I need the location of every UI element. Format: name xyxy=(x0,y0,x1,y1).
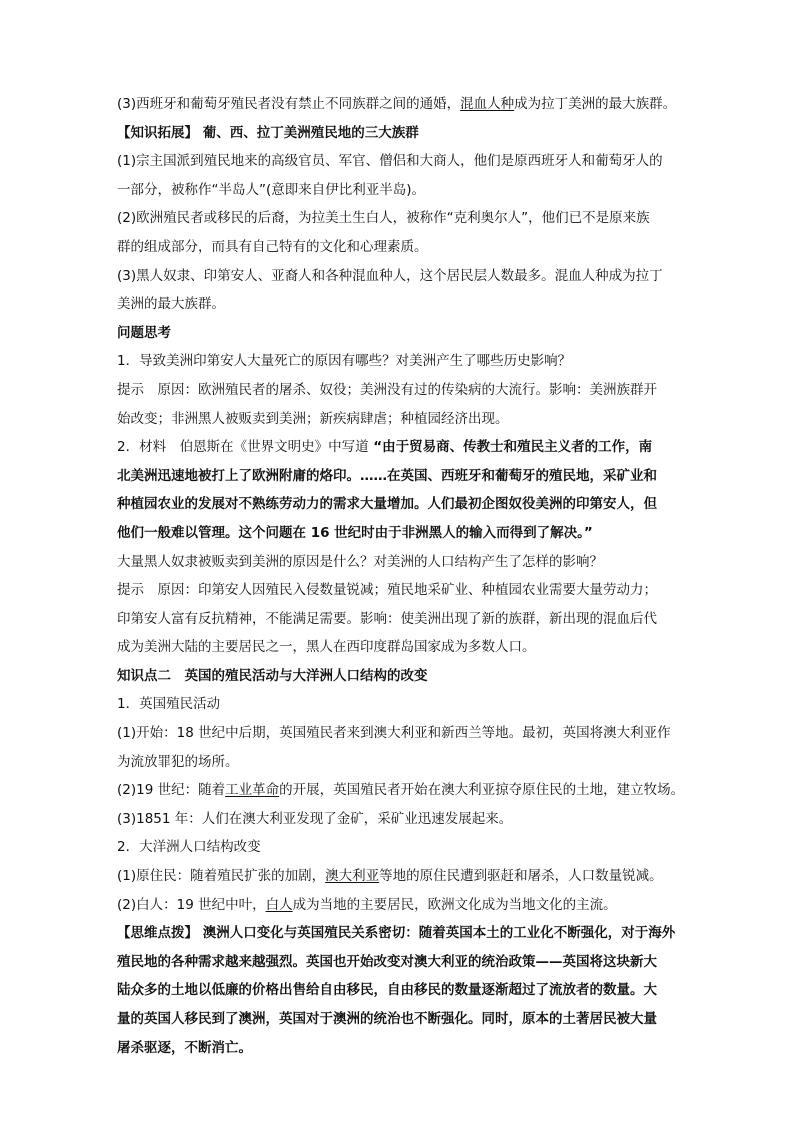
text-line xyxy=(117,180,682,200)
text-segment: 白人 xyxy=(265,896,293,913)
text-line xyxy=(117,208,682,228)
text-line xyxy=(117,666,682,686)
text-line xyxy=(117,237,682,257)
text-segment: “由于贸易商、传教士和殖民主义者的工作，南 xyxy=(368,439,653,456)
text-segment: (1)宗主国派到殖民地来的高级官员、军官、僧侣和大商人，他们是原西班牙人和葡萄牙人的 xyxy=(117,153,663,170)
text-segment: (3)1851 年：人们在澳大利亚发现了金矿，采矿业迅速发展起来。 xyxy=(117,810,513,827)
text-segment: 的开展，英国殖民者开始在澳大利亚掠夺原住民的土地，建立牧场。 xyxy=(279,782,685,799)
text-segment: 大量黑人奴隶被贩卖到美洲的原因是什么？对美洲的人口结构产生了怎样的影响？ xyxy=(117,553,603,570)
text-segment: 成为当地的主要居民，欧洲文化成为当地文化的主流。 xyxy=(292,896,617,913)
text-segment: 北美洲迅速地被打上了欧洲附庸的烙印。……在英国、西班牙和葡萄牙的殖民地，采矿业和 xyxy=(117,467,657,484)
text-segment: 知识点二 英国的殖民活动与大洋洲人口结构的改变 xyxy=(117,667,428,684)
text-line xyxy=(117,94,682,114)
text-segment: 【思维点拨】 澳洲人口变化与英国殖民关系密切： xyxy=(117,925,419,942)
text-line xyxy=(117,609,682,629)
text-segment: 成为美洲大陆的主要居民之一，黑人在西印度群岛国家成为多数人口。 xyxy=(117,639,536,656)
text-segment: (2)19 世纪：随着 xyxy=(117,782,226,799)
text-line xyxy=(117,752,682,772)
text-line xyxy=(117,1009,682,1029)
text-line xyxy=(117,266,682,286)
text-line xyxy=(117,952,682,972)
text-segment: (1)开始：18 世纪中后期，英国殖民者来到澳大利亚和新西兰等地。最初，英国将澳大利亚作 xyxy=(117,725,671,742)
text-line xyxy=(117,837,682,857)
text-segment: 屠杀驱逐，不断消亡。 xyxy=(117,1039,252,1056)
text-segment: 工业革命 xyxy=(225,782,280,799)
text-segment: 等地的原住民遭到驱赶和屠杀，人口数量锐减。 xyxy=(379,868,663,885)
text-line xyxy=(117,694,682,714)
text-segment: 一部分，被称作“半岛人”(意即来自伊比利亚半岛)。 xyxy=(117,181,426,198)
text-segment: 美洲的最大族群。 xyxy=(117,296,225,313)
text-line xyxy=(117,151,682,171)
text-line xyxy=(117,552,682,572)
text-line xyxy=(117,809,682,829)
text-line xyxy=(117,380,682,400)
text-line xyxy=(117,294,682,314)
text-line xyxy=(117,1038,682,1058)
text-line xyxy=(117,523,682,543)
text-line xyxy=(117,895,682,915)
text-segment: 1．导致美洲印第安人大量死亡的原因有哪些？对美洲产生了哪些历史影响？ xyxy=(117,353,572,370)
text-segment: 随着英国本土的工业化不断强化，对于海外 xyxy=(418,925,676,942)
text-segment: 提示 原因：欧洲殖民者的屠杀、奴役；美洲没有过的传染病的大流行。影响：美洲族群开 xyxy=(117,381,657,398)
text-segment: 量的英国人移民到了澳洲，英国对于澳洲的统治也不断强化。同时，原本的土著居民被大量 xyxy=(117,1011,657,1027)
text-segment: 2．大洋洲人口结构改变 xyxy=(117,839,261,856)
text-segment: 陆众多的土地以低廉的价格出售给自由移民，自由移民的数量逐渐超过了流放者的数量。大 xyxy=(117,982,657,999)
text-line xyxy=(117,466,682,486)
text-line xyxy=(117,980,682,1000)
text-segment: 为流放罪犯的场所。 xyxy=(117,753,239,770)
text-segment: 成为拉丁美洲的最大族群。 xyxy=(514,96,677,112)
text-line xyxy=(117,723,682,743)
text-line xyxy=(117,323,682,343)
text-line xyxy=(117,637,682,657)
text-line xyxy=(117,580,682,600)
document-page xyxy=(117,94,685,1066)
text-line xyxy=(117,437,682,457)
text-segment: 始改变；非洲黑人被贩卖到美洲；新疾病肆虐；种植园经济出现。 xyxy=(117,410,509,427)
text-line xyxy=(117,409,682,429)
text-segment: 【知识拓展】 葡、西、拉丁美洲殖民地的三大族群 xyxy=(117,124,419,141)
text-line xyxy=(117,780,685,800)
text-segment: 提示 原因：印第安人因殖民入侵数量锐减；殖民地采矿业、种植园农业需要大量劳动力； xyxy=(117,582,657,599)
text-segment: (2)欧洲殖民者或移民的后裔，为拉美土生白人，被称作“克利奥尔人”，他们已不是原来族 xyxy=(117,210,650,227)
text-segment: 印第安人富有反抗精神，不能满足需要。影响：使美洲出现了新的族群，新出现的混血后代 xyxy=(117,610,657,627)
text-segment: (1)原住民：随着殖民扩张的加剧， xyxy=(117,868,326,885)
text-segment: 混血人种 xyxy=(460,96,515,112)
text-segment: 2．材料 伯恩斯在《世界文明史》中写道 xyxy=(117,439,369,456)
text-segment: 种植园农业的发展对不熟练劳动力的需求大量增加。人们最初企图奴役美洲的印第安人，但 xyxy=(117,496,657,513)
text-segment: 群的组成部分，而具有自己特有的文化和心理素质。 xyxy=(117,238,428,255)
text-line xyxy=(117,923,682,943)
text-line xyxy=(117,123,682,143)
text-segment: 殖民地的各种需求越来越强烈。英国也开始改变对澳大利亚的统治政策——英国将这块新大 xyxy=(117,953,657,970)
text-segment: 澳大利亚 xyxy=(325,868,380,885)
text-line xyxy=(117,866,682,886)
text-segment: (3)西班牙和葡萄牙殖民者没有禁止不同族群之间的通婚， xyxy=(117,96,461,112)
text-segment: (2)白人：19 世纪中叶， xyxy=(117,896,266,913)
text-segment: 他们一般难以管理。这个问题在 16 世纪时由于非洲黑人的输入而得到了解决。” xyxy=(117,524,593,541)
text-line xyxy=(117,494,682,514)
text-segment: 问题思考 xyxy=(117,324,171,341)
text-segment: (3)黑人奴隶、印第安人、亚裔人和各种混血种人，这个居民层人数最多。混血人种成为拉丁 xyxy=(117,267,663,284)
text-line xyxy=(117,351,682,371)
text-segment: 1．英国殖民活动 xyxy=(117,696,221,713)
